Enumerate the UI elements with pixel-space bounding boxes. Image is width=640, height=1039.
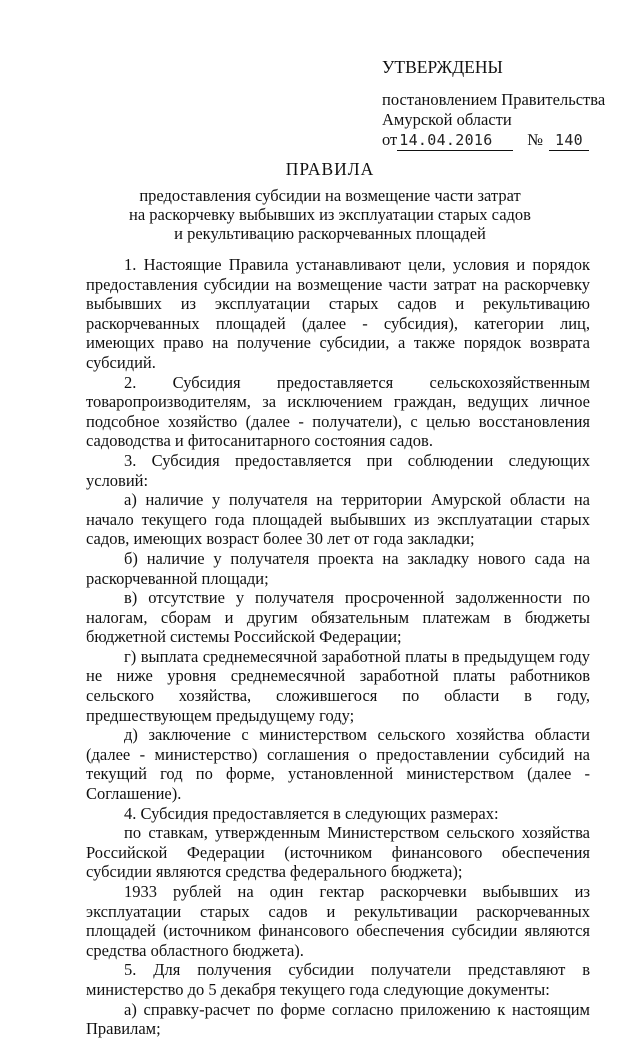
- approval-heading: УТВЕРЖДЕНЫ: [382, 57, 503, 77]
- document-title-block: [60, 158, 600, 243]
- document-subtitle: [60, 186, 600, 243]
- subtitle-line: предоставления субсидии на возмещение части затрат: [139, 186, 521, 205]
- subtitle-line: и рекультивацию раскорчеванных площадей: [174, 224, 486, 243]
- condition-g: г) выплата среднемесячной заработной платы в предыдущем году не ниже уровня среднемесячной заработной платы работников сельского хозяйства, сложившегося по области в году, предшествующем предыдущему году;: [86, 646, 590, 725]
- approval-region-line: Амурской области: [382, 110, 512, 129]
- paragraph-5: 5. Для получения субсидии получатели представляют в министерство до 5 декабря текущего года следующие документы:: [86, 960, 590, 999]
- document-title: ПРАВИЛА: [285, 159, 375, 179]
- decree-date-number-row: [382, 130, 622, 151]
- approval-decree-line: постановлением Правительства: [382, 90, 606, 109]
- paragraph-4: 4. Субсидия предоставляется в следующих размерах:: [124, 803, 499, 823]
- condition-d: д) заключение с министерством сельского хозяйства области (далее - министерство) соглашения о предоставлении субсидий на текущий год по форме, установленной министерством (далее - Соглашение).: [86, 725, 590, 804]
- rate-regional: 1933 рублей на один гектар раскорчевки выбывших из эксплуатации старых садов и рекультивации раскорчеванных площадей (источником финансового обеспечения субсидии являются средства областного бюджета).: [86, 882, 590, 960]
- condition-a: а) наличие у получателя на территории Амурской области на начало текущего года площадей выбывших из эксплуатации старых садов, имеющих возраст более 30 лет от года закладки;: [86, 490, 590, 549]
- condition-b: б) наличие у получателя проекта на закладку нового сада на раскорчеванной площади;: [86, 548, 590, 588]
- rate-federal: по ставкам, утвержденным Министерством сельского хозяйства Российской Федерации (источником финансового обеспечения субсидии являются средства федерального бюджета);: [86, 823, 590, 882]
- document-body: [86, 255, 590, 1039]
- document-item-a: а) справку-расчет по форме согласно приложению к настоящим Правилам;: [86, 999, 590, 1039]
- decree-number: 140: [549, 130, 589, 151]
- decree-date: 14.04.2016: [397, 130, 513, 151]
- paragraph-1: 1. Настоящие Правила устанавливают цели, условия и порядок предоставления субсидии на возмещение части затрат на раскорчевку выбывших из эксплуатации старых садов и рекультивацию раскорчеванных площадей (далее - субсидия), категории лиц, имеющих право на получение субсидии, а также порядок возврата субсидий.: [86, 255, 590, 372]
- paragraph-2: 2. Субсидия предоставляется сельскохозяйственным товаропроизводителям, за исключением граждан, ведущих личное подсобное хозяйство (далее - получатели), с целью восстановления садоводства и фитосанитарного состояния садов.: [86, 372, 590, 451]
- subtitle-line: на раскорчевку выбывших из эксплуатации старых садов: [129, 205, 531, 224]
- approval-stamp-block: [382, 56, 622, 151]
- date-prefix: от: [382, 130, 398, 149]
- condition-v: в) отсутствие у получателя просроченной задолженности по налогам, сборам и другим обязательным платежам в бюджеты бюджетной системы Российской Федерации;: [86, 588, 590, 647]
- paragraph-3: 3. Субсидия предоставляется при соблюдении следующих условий:: [86, 450, 590, 490]
- number-prefix: №: [527, 130, 543, 149]
